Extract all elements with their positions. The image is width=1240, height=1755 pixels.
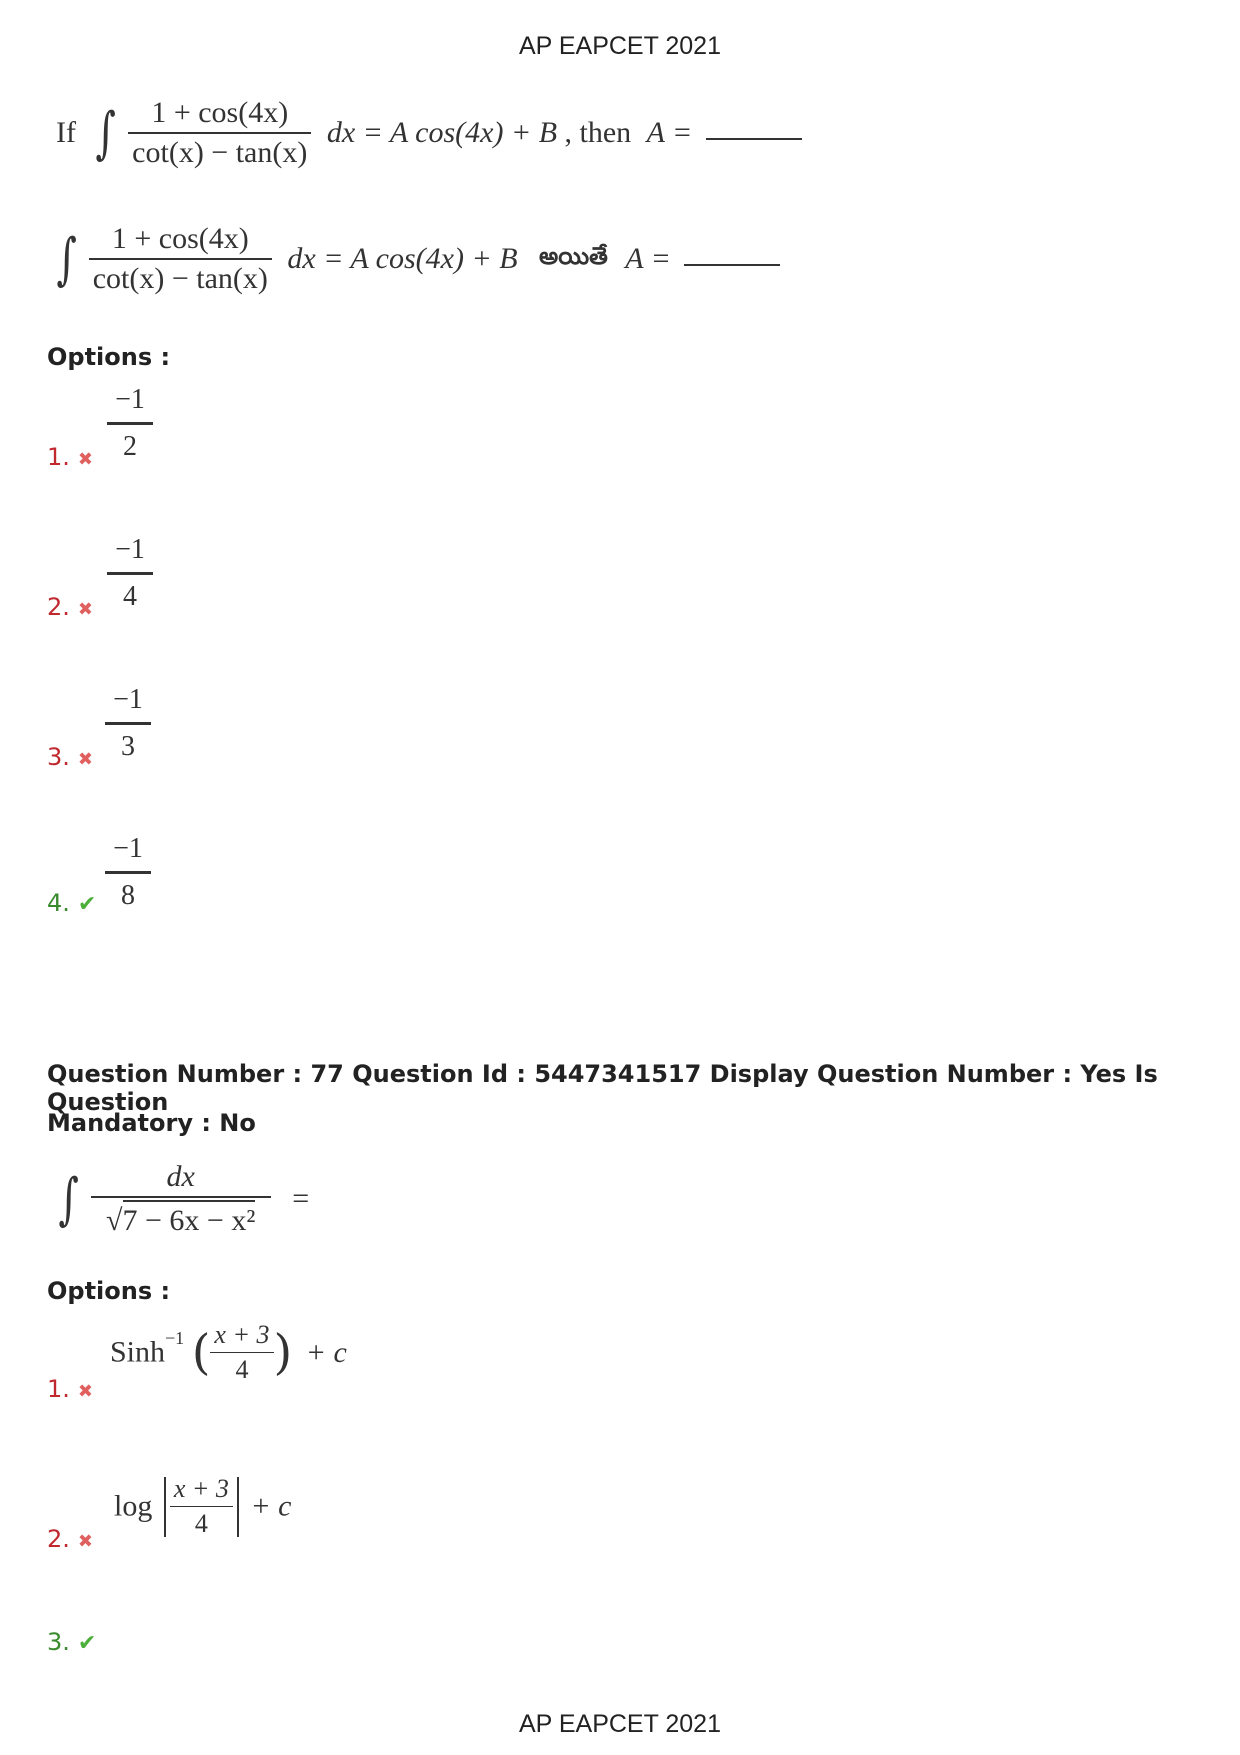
q76-telugu-fraction bbox=[89, 222, 272, 296]
q76-english-rhs: dx = A cos(4x) + B bbox=[326, 116, 558, 149]
check-icon: ✔ bbox=[77, 892, 97, 917]
fraction-numerator: −1 bbox=[107, 384, 153, 425]
option-number: 3. bbox=[47, 743, 70, 771]
fraction-denominator: cot(x) − tan(x) bbox=[132, 136, 308, 169]
fraction-denominator: 3 bbox=[121, 731, 135, 762]
integral-sign: ∫ bbox=[95, 100, 117, 166]
q77-option-2-marker bbox=[47, 1525, 93, 1553]
cross-icon: ✖ bbox=[77, 1531, 93, 1552]
q77-meta-line-2: Mandatory : No bbox=[47, 1109, 256, 1137]
q76-option-3-marker bbox=[47, 743, 93, 771]
q76-telugu-rhs: dx = A cos(4x) + B bbox=[287, 242, 518, 275]
q76-option-1-marker bbox=[47, 443, 93, 471]
fraction-denominator: 8 bbox=[121, 880, 135, 911]
q76-options-label: Options : bbox=[47, 343, 171, 371]
abs-bar-left bbox=[164, 1477, 166, 1537]
integral-sign: ∫ bbox=[56, 226, 77, 292]
q76-telugu-ask: A = bbox=[625, 242, 671, 275]
option-number: 2. bbox=[47, 1525, 70, 1553]
equals-sign: = bbox=[292, 1182, 310, 1215]
integral-sign: ∫ bbox=[58, 1166, 79, 1232]
function-name: log bbox=[114, 1489, 153, 1523]
q76-english-statement bbox=[56, 96, 802, 170]
fraction-denominator: 2 bbox=[123, 431, 137, 462]
answer-blank bbox=[706, 138, 802, 140]
fraction-denominator bbox=[91, 1198, 271, 1238]
option-fraction bbox=[170, 1474, 233, 1539]
q76-telugu-connector: అయితే bbox=[539, 242, 608, 270]
function-superscript: −1 bbox=[165, 1328, 185, 1348]
fraction-denominator: 4 bbox=[194, 1509, 208, 1538]
option-number: 1. bbox=[47, 1375, 70, 1403]
option-number: 2. bbox=[47, 593, 70, 621]
q76-english-then: , then bbox=[564, 116, 632, 149]
q76-if-word: If bbox=[56, 116, 76, 149]
fraction-denominator: cot(x) − tan(x) bbox=[92, 262, 268, 295]
page-header: AP EAPCET 2021 bbox=[519, 32, 721, 60]
q76-option-4-fraction bbox=[105, 833, 151, 912]
left-paren: ( bbox=[191, 1324, 211, 1381]
fraction-numerator: 1 + cos(4x) bbox=[89, 222, 272, 260]
q76-english-ask: A = bbox=[646, 116, 693, 149]
q77-question bbox=[54, 1160, 309, 1238]
q76-option-1-fraction bbox=[107, 384, 153, 463]
sqrt-icon: √ bbox=[106, 1204, 123, 1237]
q77-fraction bbox=[91, 1160, 271, 1238]
fraction-numerator: x + 3 bbox=[210, 1320, 273, 1353]
cross-icon: ✖ bbox=[77, 599, 93, 620]
fraction-numerator: 1 + cos(4x) bbox=[128, 96, 311, 134]
fraction-numerator: −1 bbox=[105, 684, 151, 725]
fraction-denominator: 4 bbox=[235, 1355, 249, 1384]
q77-option-1-expression bbox=[110, 1320, 347, 1385]
right-paren: ) bbox=[273, 1324, 293, 1381]
answer-blank bbox=[684, 264, 780, 266]
abs-bar-right bbox=[237, 1477, 239, 1537]
q76-option-4-marker bbox=[47, 889, 96, 917]
check-icon: ✔ bbox=[77, 1631, 97, 1656]
option-number: 3. bbox=[47, 1628, 70, 1656]
q76-option-2-marker bbox=[47, 593, 93, 621]
q76-telugu-statement bbox=[52, 222, 780, 296]
option-number: 4. bbox=[47, 889, 70, 917]
fraction-numerator: −1 bbox=[105, 833, 151, 874]
option-fraction bbox=[210, 1320, 273, 1385]
constant-term: + c bbox=[305, 1335, 347, 1369]
cross-icon: ✖ bbox=[77, 449, 93, 470]
q76-option-2-fraction bbox=[107, 534, 153, 613]
q77-option-2-expression bbox=[114, 1474, 292, 1539]
radicand: 7 − 6x − x² bbox=[123, 1200, 256, 1238]
fraction-numerator: x + 3 bbox=[170, 1474, 233, 1507]
q76-option-3-fraction bbox=[105, 684, 151, 763]
fraction-numerator: dx bbox=[91, 1160, 271, 1198]
function-name: Sinh bbox=[110, 1335, 166, 1369]
q77-option-1-marker bbox=[47, 1375, 93, 1403]
q77-option-3-marker bbox=[47, 1628, 96, 1656]
q77-meta-line-1: Question Number : 77 Question Id : 5447341517 Display Question Number : Yes Is Question bbox=[47, 1060, 1158, 1116]
q77-options-label: Options : bbox=[47, 1277, 171, 1305]
cross-icon: ✖ bbox=[77, 1381, 93, 1402]
fraction-denominator: 4 bbox=[123, 581, 137, 612]
constant-term: + c bbox=[250, 1489, 292, 1523]
fraction-numerator: −1 bbox=[107, 534, 153, 575]
option-number: 1. bbox=[47, 443, 70, 471]
cross-icon: ✖ bbox=[77, 749, 93, 770]
q76-english-fraction bbox=[128, 96, 311, 170]
page-footer: AP EAPCET 2021 bbox=[519, 1710, 721, 1738]
